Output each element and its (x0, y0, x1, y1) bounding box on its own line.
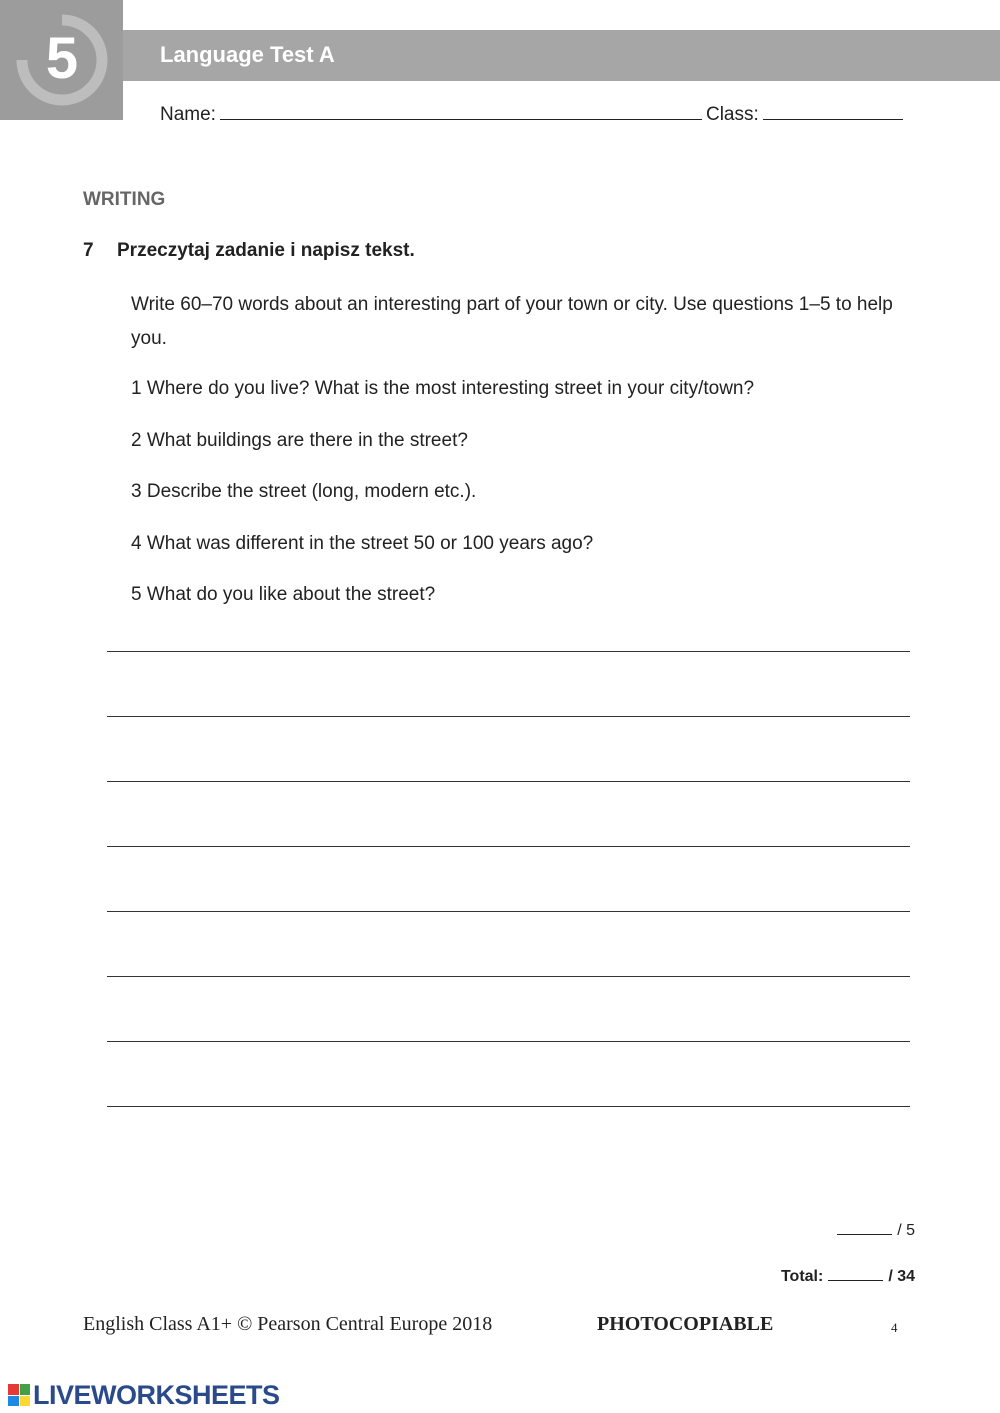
liveworksheets-icon (8, 1384, 30, 1406)
name-field[interactable] (220, 101, 702, 120)
question-item: 4 What was different in the street 50 or 100 years ago? (131, 533, 594, 554)
question-item: 3 Describe the street (long, modern etc.). (131, 481, 477, 502)
liveworksheets-logo[interactable] (8, 1380, 280, 1410)
unit-badge (0, 0, 123, 120)
total-label: Total: (780, 1268, 824, 1285)
question-item: 1 Where do you live? What is the most interesting street in your city/town? (131, 378, 755, 399)
task-instructions: Write 60–70 words about an interesting part of your town or city. Use questions 1–5 to help you. (131, 294, 893, 349)
title-bar (123, 30, 1000, 81)
answer-line[interactable] (107, 846, 910, 847)
question-item: 5 What do you like about the street? (131, 584, 436, 605)
answer-line[interactable] (107, 716, 910, 717)
total-score-max: / 34 (888, 1268, 915, 1285)
task-title: Przeczytaj zadanie i napisz tekst. (117, 240, 415, 261)
task-score-max: / 5 (897, 1222, 915, 1239)
answer-line[interactable] (107, 1041, 910, 1042)
name-label: Name: (160, 104, 216, 125)
section-heading: WRITING (83, 189, 166, 210)
total-score-field[interactable] (828, 1266, 883, 1281)
total-score (781, 1266, 915, 1286)
answer-line[interactable] (107, 976, 910, 977)
answer-line[interactable] (107, 1106, 910, 1107)
answer-line[interactable] (107, 911, 910, 912)
answer-line[interactable] (107, 651, 910, 652)
page-number: 4 (891, 1320, 898, 1335)
task-number: 7 (83, 240, 94, 261)
task-score-field[interactable] (837, 1220, 892, 1235)
task-score (837, 1220, 915, 1240)
answer-line[interactable] (107, 781, 910, 782)
page-title: Language Test A (160, 42, 335, 67)
footer-copyright: English Class A1+ © Pearson Central Europe 2018 (83, 1313, 493, 1335)
unit-number: 5 (45, 26, 79, 91)
class-label: Class: (705, 104, 759, 125)
student-info-row (160, 101, 920, 126)
class-field[interactable] (763, 101, 903, 120)
footer-photocopiable: PHOTOCOPIABLE (597, 1313, 774, 1335)
question-item: 2 What buildings are there in the street? (131, 430, 468, 451)
brand-name: LIVEWORKSHEETS (33, 1379, 280, 1410)
